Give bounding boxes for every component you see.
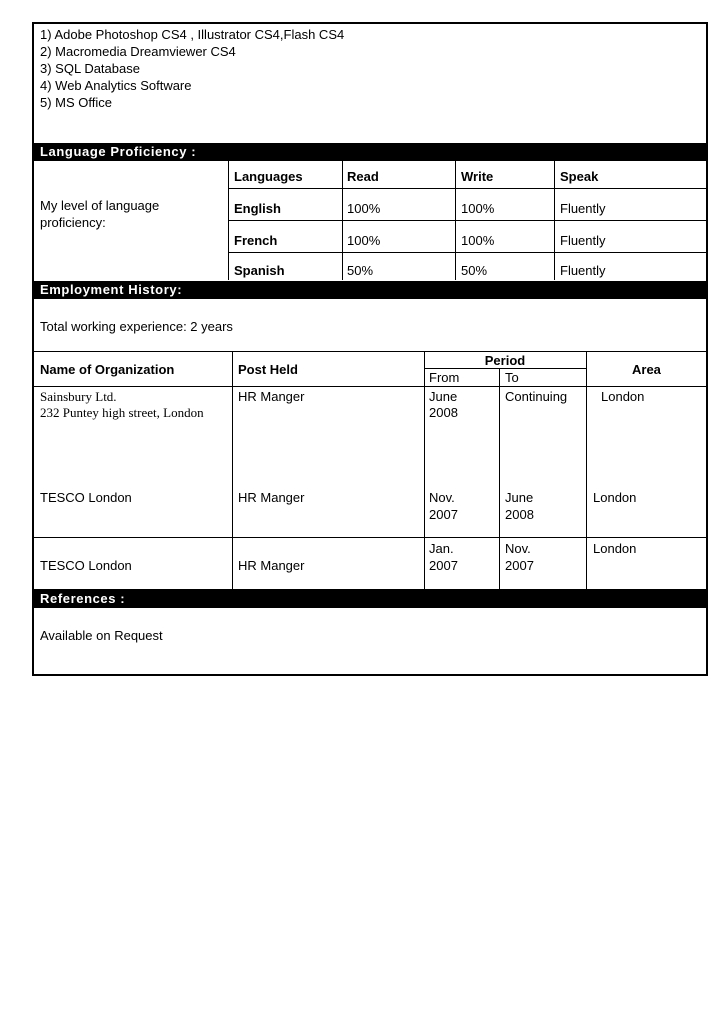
language-row-line (228, 220, 706, 221)
employment-org-line: Sainsbury Ltd. (40, 389, 117, 404)
employment-to-line: June (505, 490, 534, 505)
employment-area: London (601, 389, 645, 404)
employment-to-line: 2007 (505, 558, 534, 573)
resume-page-frame (32, 22, 708, 676)
employment-header-post: Post Held (238, 362, 298, 377)
employment-header-period: Period (484, 353, 526, 368)
references-section-title: References : (40, 591, 126, 606)
employment-org-line: 232 Puntey high street, London (40, 405, 204, 420)
employment-divider (586, 351, 587, 589)
language-intro-line: proficiency: (40, 215, 106, 230)
employment-divider (499, 368, 500, 589)
employment-row-line (34, 537, 706, 538)
employment-header-to: To (505, 370, 519, 385)
skill-item: 1) Adobe Photoshop CS4 , Illustrator CS4,Flash CS4 (40, 27, 345, 42)
employment-from-line: June (429, 389, 458, 404)
language-read: 100% (347, 201, 381, 216)
employment-section-title: Employment History: (40, 282, 183, 297)
language-header-read: Read (347, 169, 379, 184)
language-section-bar (34, 143, 706, 161)
employment-from-line: 2007 (429, 558, 458, 573)
employment-from-line: Jan. (429, 541, 454, 556)
employment-header-org: Name of Organization (40, 362, 175, 377)
employment-org-line: TESCO London (40, 490, 132, 505)
language-write: 50% (461, 263, 488, 278)
employment-post: HR Manger (238, 490, 305, 505)
total-experience: Total working experience: 2 years (40, 319, 233, 334)
employment-header-area: Area (632, 362, 661, 377)
employment-divider (232, 351, 233, 537)
employment-from-line: Nov. (429, 490, 455, 505)
skill-item: 2) Macromedia Dreamviewer CS4 (40, 44, 236, 59)
employment-header-bottom-line (34, 386, 706, 387)
language-read: 100% (347, 233, 381, 248)
language-row-line (228, 188, 706, 189)
language-header-speak: Speak (560, 169, 599, 184)
employment-post: HR Manger (238, 558, 305, 573)
language-header-write: Write (461, 169, 494, 184)
employment-to-line: 2008 (505, 507, 534, 522)
language-speak: Fluently (560, 201, 606, 216)
skill-item: 5) MS Office (40, 95, 113, 110)
language-write: 100% (461, 233, 495, 248)
references-section-bar (34, 590, 706, 608)
employment-to-line: Nov. (505, 541, 531, 556)
employment-area: London (593, 490, 637, 505)
employment-org-line: TESCO London (40, 558, 132, 573)
employment-post: HR Manger (238, 389, 305, 404)
skill-item: 4) Web Analytics Software (40, 78, 192, 93)
language-header-languages: Languages (234, 169, 303, 184)
language-speak: Fluently (560, 263, 606, 278)
language-name: French (234, 233, 278, 248)
language-row-line (228, 252, 706, 253)
employment-from-line: 2008 (429, 405, 458, 420)
language-name: Spanish (234, 263, 285, 278)
employment-table-top-line (34, 351, 706, 352)
employment-from-line: 2007 (429, 507, 458, 522)
language-name: English (234, 201, 281, 216)
employment-to: Continuing (505, 389, 568, 404)
employment-section-bar (34, 281, 706, 299)
employment-area: London (593, 541, 637, 556)
language-read: 50% (347, 263, 374, 278)
language-intro-line: My level of language (40, 198, 160, 213)
employment-divider (232, 538, 233, 589)
language-speak: Fluently (560, 233, 606, 248)
language-write: 100% (461, 201, 495, 216)
employment-header-from: From (429, 370, 460, 385)
language-section-title: Language Proficiency : (40, 144, 197, 159)
skill-item: 3) SQL Database (40, 61, 140, 76)
employment-divider (424, 351, 425, 589)
references-text: Available on Request (40, 628, 163, 643)
